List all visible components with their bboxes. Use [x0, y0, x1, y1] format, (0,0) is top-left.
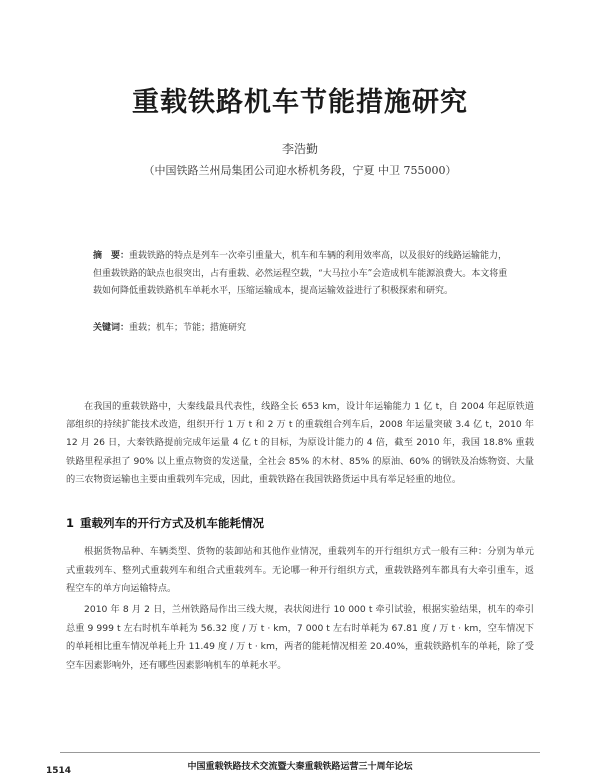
page-number: 1514 [46, 766, 72, 776]
footer-conference: 中国重载铁路技术交流暨大秦重载铁路运营三十周年论坛 [187, 762, 413, 772]
abstract [93, 248, 509, 301]
author-affiliation: （中国铁路兰州局集团公司迎水桥机务段，宁夏 中卫 755000） [143, 164, 457, 177]
keywords-text: 重载；机车；节能；措施研究 [129, 323, 247, 333]
paper-title: 重载铁路机车节能措施研究 [132, 87, 468, 118]
abstract-label: 摘 要： [93, 251, 130, 261]
footer-divider [60, 752, 540, 753]
section-paragraph-2: 2010 年 8 月 2 日，兰州铁路局作出三线大规，表状阅进行 10 000 t 牵引试验，根据实验结果，机车的牵引总重 9 999 t 左右时机车单耗为 56.32 度 / 万 t · km，7 000 t 左右时单耗为 67.81 度 / 万 t · km，空车情况下的单耗相比重车情况单耗上升 11.49 度 / 万 t · km，两者的能耗情况相差 20.40%，重载铁路机车的单耗，除了受空车因素影响外，还有哪些因素影响机车的单耗水平。 [66, 604, 534, 671]
keywords-label: 关键词： [93, 323, 130, 333]
intro-paragraph: 在我国的重载铁路中，大秦线最具代表性，线路全长 653 km，设计年运输能力 1 亿 t，自 2004 年起原铁道部组织的持续扩能技术改造，组织开行 1 万 t 和 2 万 t 的重载组合列车后，2008 年运量突破 3.4 亿 t，2010 年 12 月 26 日，大秦铁路提前完成年运量 4 亿 t 的目标，为原设计能力的 4 倍，截至 2010 年，我国 18.8% 重载铁路里程承担了 90% 以上重点物资的发送量，全社会 85% 的木材、85% 的原油、60% 的钢铁及冶炼物资、大量的三农物资运输也主要由重载列车完成，因此，重载铁路在我国铁路货运中具有举足轻重的地位。 [66, 401, 534, 485]
section-heading [66, 515, 534, 531]
section-number: 1 [66, 516, 75, 530]
section-title: 重载列车的开行方式及机车能耗情况 [80, 516, 265, 530]
author-name: 李浩勤 [281, 142, 318, 156]
keywords [93, 320, 509, 333]
section-paragraph-1: 根据货物品种、车辆类型、货物的装卸站和其他作业情况，重载列车的开行组织方式一般有三种：分别为单元式重载列车、整列式重载列车和组合式重载列车。无论哪一种开行组织方式，重载铁路列车都具有大牵引重车，返程空车的单方向运输特点。 [66, 546, 534, 594]
abstract-text: 重载铁路的特点是列车一次牵引重量大，机车和车辆的利用效率高，以及很好的线路运输能力，但重载铁路的缺点也很突出，占有重载、必然运程空载，“大马拉小车”会造成机车能源浪费大。本文将重载如何降低重载铁路机车单耗水平，压缩运输成本，提高运输效益进行了积极探索和研究。 [93, 251, 508, 296]
